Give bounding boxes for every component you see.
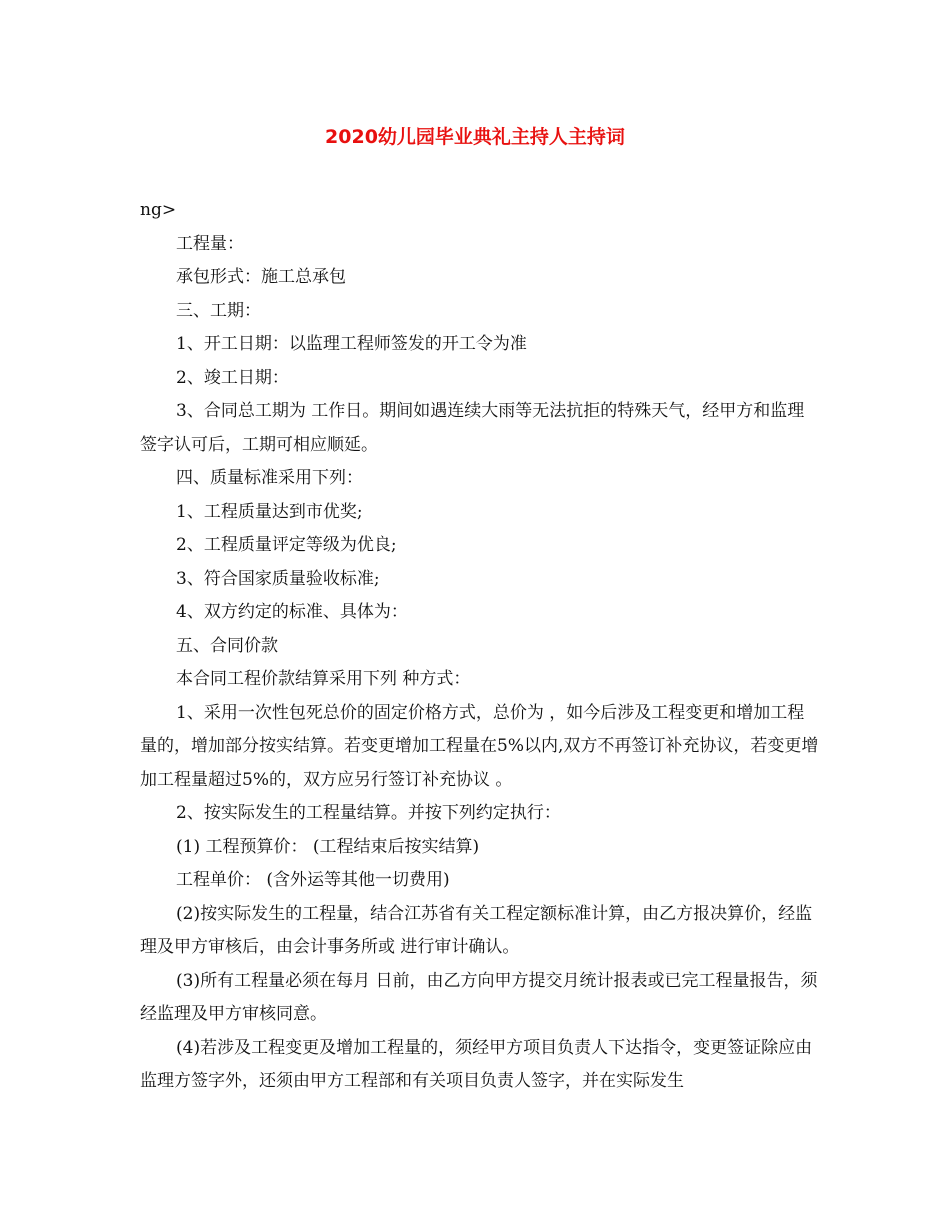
document-title: 2020幼儿园毕业典礼主持人主持词 xyxy=(325,126,625,148)
paragraph: 工程单价： (含外运等其他一切费用) xyxy=(176,870,450,890)
paragraph: 四、质量标准采用下列： xyxy=(176,468,363,488)
paragraph: 2、按实际发生的工程量结算。并按下列约定执行： xyxy=(176,803,561,823)
paragraph: 4、双方约定的标准、具体为： xyxy=(176,602,408,622)
paragraph: 五、合同价款 xyxy=(176,635,278,656)
paragraph: 3、合同总工期为 工作日。期间如遇连续大雨等无法抗拒的特殊天气，经甲方和监理签字认可后，工期可相应顺延。 xyxy=(140,401,805,455)
paragraph: 2、工程质量评定等级为优良; xyxy=(176,535,397,555)
paragraph: (4)若涉及工程变更及增加工程量的，须经甲方项目负责人下达指令，变更签证除应由监理方签字外，还须由甲方工程部和有关项目负责人签字，并在实际发生 xyxy=(140,1037,813,1091)
paragraph: (2)按实际发生的工程量，结合江苏省有关工程定额标准计算，由乙方报决算价，经监理及甲方审核后，由会计事务所或 进行审计确认。 xyxy=(140,903,813,957)
paragraph: (3)所有工程量必须在每月 日前，由乙方向甲方提交月统计报表或已完工程量报告，须经监理及甲方审核同意。 xyxy=(140,970,818,1024)
paragraph: 1、采用一次性包死总价的固定价格方式，总价为 ，如今后涉及工程变更和增加工程量的，增加部分按实结算。若变更增加工程量在5%以内,双方不再签订补充协议，若变更增加工程量超过5%的，双方应另行签订补充协议 。 xyxy=(140,702,819,790)
paragraph: 本合同工程价款结算采用下列 种方式： xyxy=(176,669,471,689)
paragraph: ng> xyxy=(140,200,177,220)
paragraph: 2、竣工日期： xyxy=(176,367,289,388)
paragraph: (1) 工程预算价： (工程结束后按实结算) xyxy=(176,836,480,857)
paragraph: 工程量： xyxy=(176,233,244,254)
paragraph: 3、符合国家质量验收标准; xyxy=(176,568,380,589)
paragraph: 承包形式：施工总承包 xyxy=(176,267,346,287)
paragraph: 三、工期： xyxy=(176,300,261,321)
paragraph: 1、开工日期：以监理工程师签发的开工令为准 xyxy=(176,334,527,354)
paragraph: 1、工程质量达到市优奖; xyxy=(176,501,363,522)
document-body xyxy=(140,194,820,1099)
